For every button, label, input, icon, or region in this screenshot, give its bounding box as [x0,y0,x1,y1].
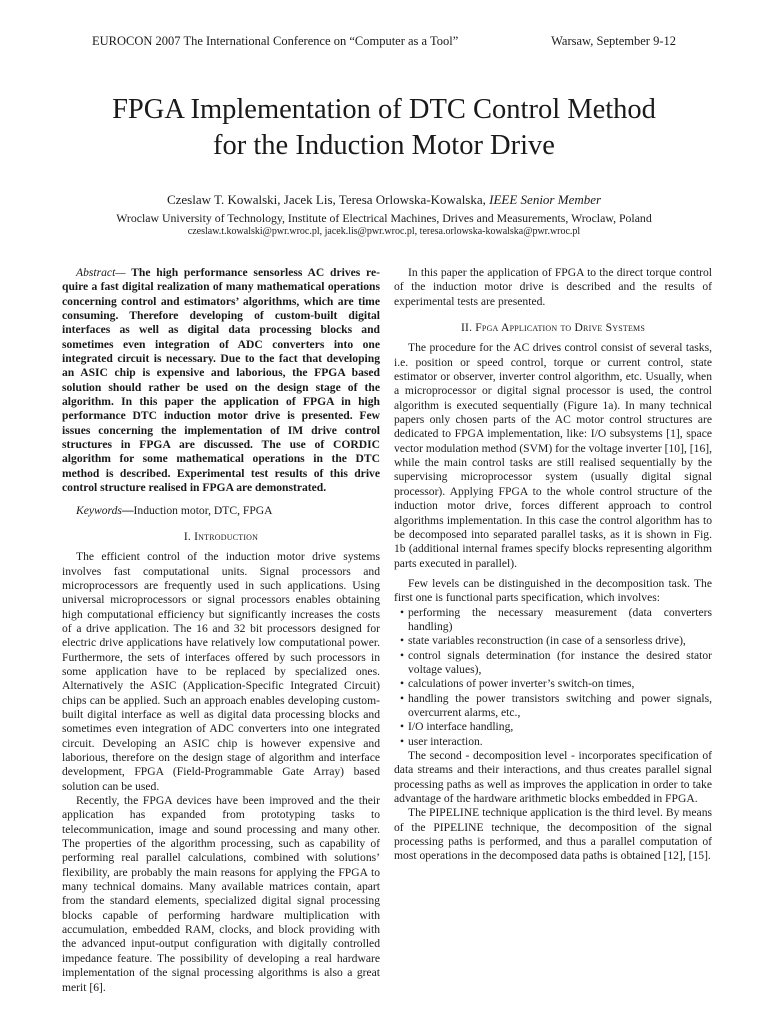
running-header [92,34,676,49]
decomposition-list [394,606,712,749]
title-line-1: FPGA Implementation of DTC Control Method [112,94,656,125]
author-emails: czeslaw.t.kowalski@pwr.wroc.pl, jacek.lis@pwr.wroc.pl, teresa.orlowska-kowalska@pwr.wroc.pl [187,226,581,237]
author-list [40,192,728,208]
title-line-2: for the Induction Motor Drive [213,130,555,161]
left-column [62,266,380,995]
header-conference: EUROCON 2007 The International Conference on “Computer as a Tool” [92,34,459,48]
section-heading-introduction: I. Introduction [183,529,259,543]
abstract-text: The high performance sensorless AC drives require a fast digital realization of many mathematical operations concerning control and estimators’ algorithms, which are time consuming. Therefore developing of custom-built digital interfaces as well as digital data processing blocks and sometimes even integration of ADC converters into one integrated circuit is necessary. Due to the fact that developing an ASIC chip is expensive and laborious, the FPGA based solution should rather be used on the design stage of the algorithm. In this paper the application of FPGA in high performance DTC induction motor drive is presented. Few issues concerning the implementation of IM drive control structures in FPGA are discussed. The use of CORDIC algorithm for some mathematical operations in the DTC method is described. Experimental test results of this drive control structure realised in FPGA are demonstrated. [62,266,380,495]
section-heading-fpga-application: II. Fpga Application to Drive Systems [460,321,646,335]
intro-paragraph-2: Recently, the FPGA devices have been improved and the their application has expanded from prototyping tasks to telecommunication, image and sound processing and many other. The properties of the algorithm processing, such as capability of performing real parallel calculations, combined with solutions’ flexibility, are probably the main reasons for applying the FPGA to many technical domains. Many available matrices contain, apart from the standard elements, specialized digital signal processing blocks capable of performing hardware multiplication with accumulation, embedded RAM, clocks, and block providing with the advanced input-output configuration with digitally controlled impedance feature. The possibility of developing a real hardware implementation of the signal processing algorithms is also a great merit [6]. [62,794,380,994]
author-names: Czeslaw T. Kowalski, Jacek Lis, Teresa Orlowska-Kowalska, [166,192,490,207]
list-item: • I/O interface handling, [400,720,514,734]
list-item: • state variables reconstruction (in case of a sensorless drive), [400,634,686,648]
list-item: • user interaction. [400,734,483,748]
abstract-label: Abstract— [76,266,126,279]
keywords [62,504,380,518]
list-item: • control signals determination (for instance the desired stator voltage values), [400,648,712,676]
intro-paragraph-1: The efficient control of the induction motor drive systems involves fast computational units. Signal processors and microprocessors are frequently used in such applications. Using universal microprocessors or signal processors enables obtaining high computational efficiency but significantly increases the costs of a drive application. The 16 and 32 bit processors designed for electric drive applications have relatively low computational power. Furthermore, the sets of interfaces offered by such processors in some application have to be replaced by specialized ones. Alternatively the ASIC (Application-Specific Integrated Circuit) chips can be applied. Such an approach enables developing custom-built digital interface as well as digital data processing blocks and sometimes even integration of ADC converters into one integrated circuit. Developing an ASIC chip is however expensive and laborious, therefore on the design stage of algorithm and interface development, FPGA (Field-Programmable Gate Array) based solution can be used. [62,550,380,793]
keywords-text: Induction motor, DTC, FPGA [133,503,273,517]
intro-paragraph-3: In this paper the application of FPGA to the direct torque control of the induction motor drive is described and the results of experimental tests are presented. [394,266,712,308]
section2-paragraph-2: Few levels can be distinguished in the decomposition task. The first one is functional parts specification, which involves: [394,576,712,605]
keywords-dash: — [121,503,134,517]
right-column [394,266,712,864]
author-distinction: IEEE Senior Member [489,192,602,207]
list-item: • performing the necessary measurement (data converters handling) [400,605,712,633]
section2-paragraph-3: The second - decomposition level - incorporates specification of data streams and their interactions, and thus creates parallel signal processing paths as well as improves the application in order to take advantage of the hardware arithmetic blocks embedded in FPGA. [394,749,712,806]
affiliation: Wroclaw University of Technology, Institute of Electrical Machines, Drives and Measurements, Wroclaw, Poland [116,211,652,225]
list-item: • handling the power transistors switching and power signals, overcurrent alarms, etc., [400,691,712,719]
paper-title [40,92,728,164]
abstract [62,266,380,496]
section2-paragraph-1: The procedure for the AC drives control consist of several tasks, i.e. position or speed control, torque or current control, state estimator or observer, inverter control algorithm, etc. Usually, when a microprocessor or digital signal processor is used, the control algorithm is executed sequentially (Figure 1a). In many technical papers only chosen parts of the AC motor control structures are dedicated to FPGA implementation, like: I/O subsystems [1], space vector modulation method (SVM) for the voltage inverter [10], [16], while the main control tasks are still realised sequentially by the supervising microprocessor system (usually digital signal processor). Applying FPGA to the whole control structure of the induction motor drive, forces different approach to control algorithms implementation. In this case the control algorithm has to be decomposed into separated parallel tasks, as it is shown in Fig. 1b (additional internal frames specify blocks representing algorithm parts executed in parallel). [394,341,712,570]
keywords-label: Keywords [76,503,122,517]
header-location-date: Warsaw, September 9-12 [551,34,676,48]
list-item: • calculations of power inverter’s switch-on times, [400,677,635,691]
section2-paragraph-4: The PIPELINE technique application is the third level. By means of the PIPELINE technique, the decomposition of the signal processing paths is performed, and thus a parallel computation of most operations in the decomposed data paths is obtained [12], [15]. [394,806,712,863]
